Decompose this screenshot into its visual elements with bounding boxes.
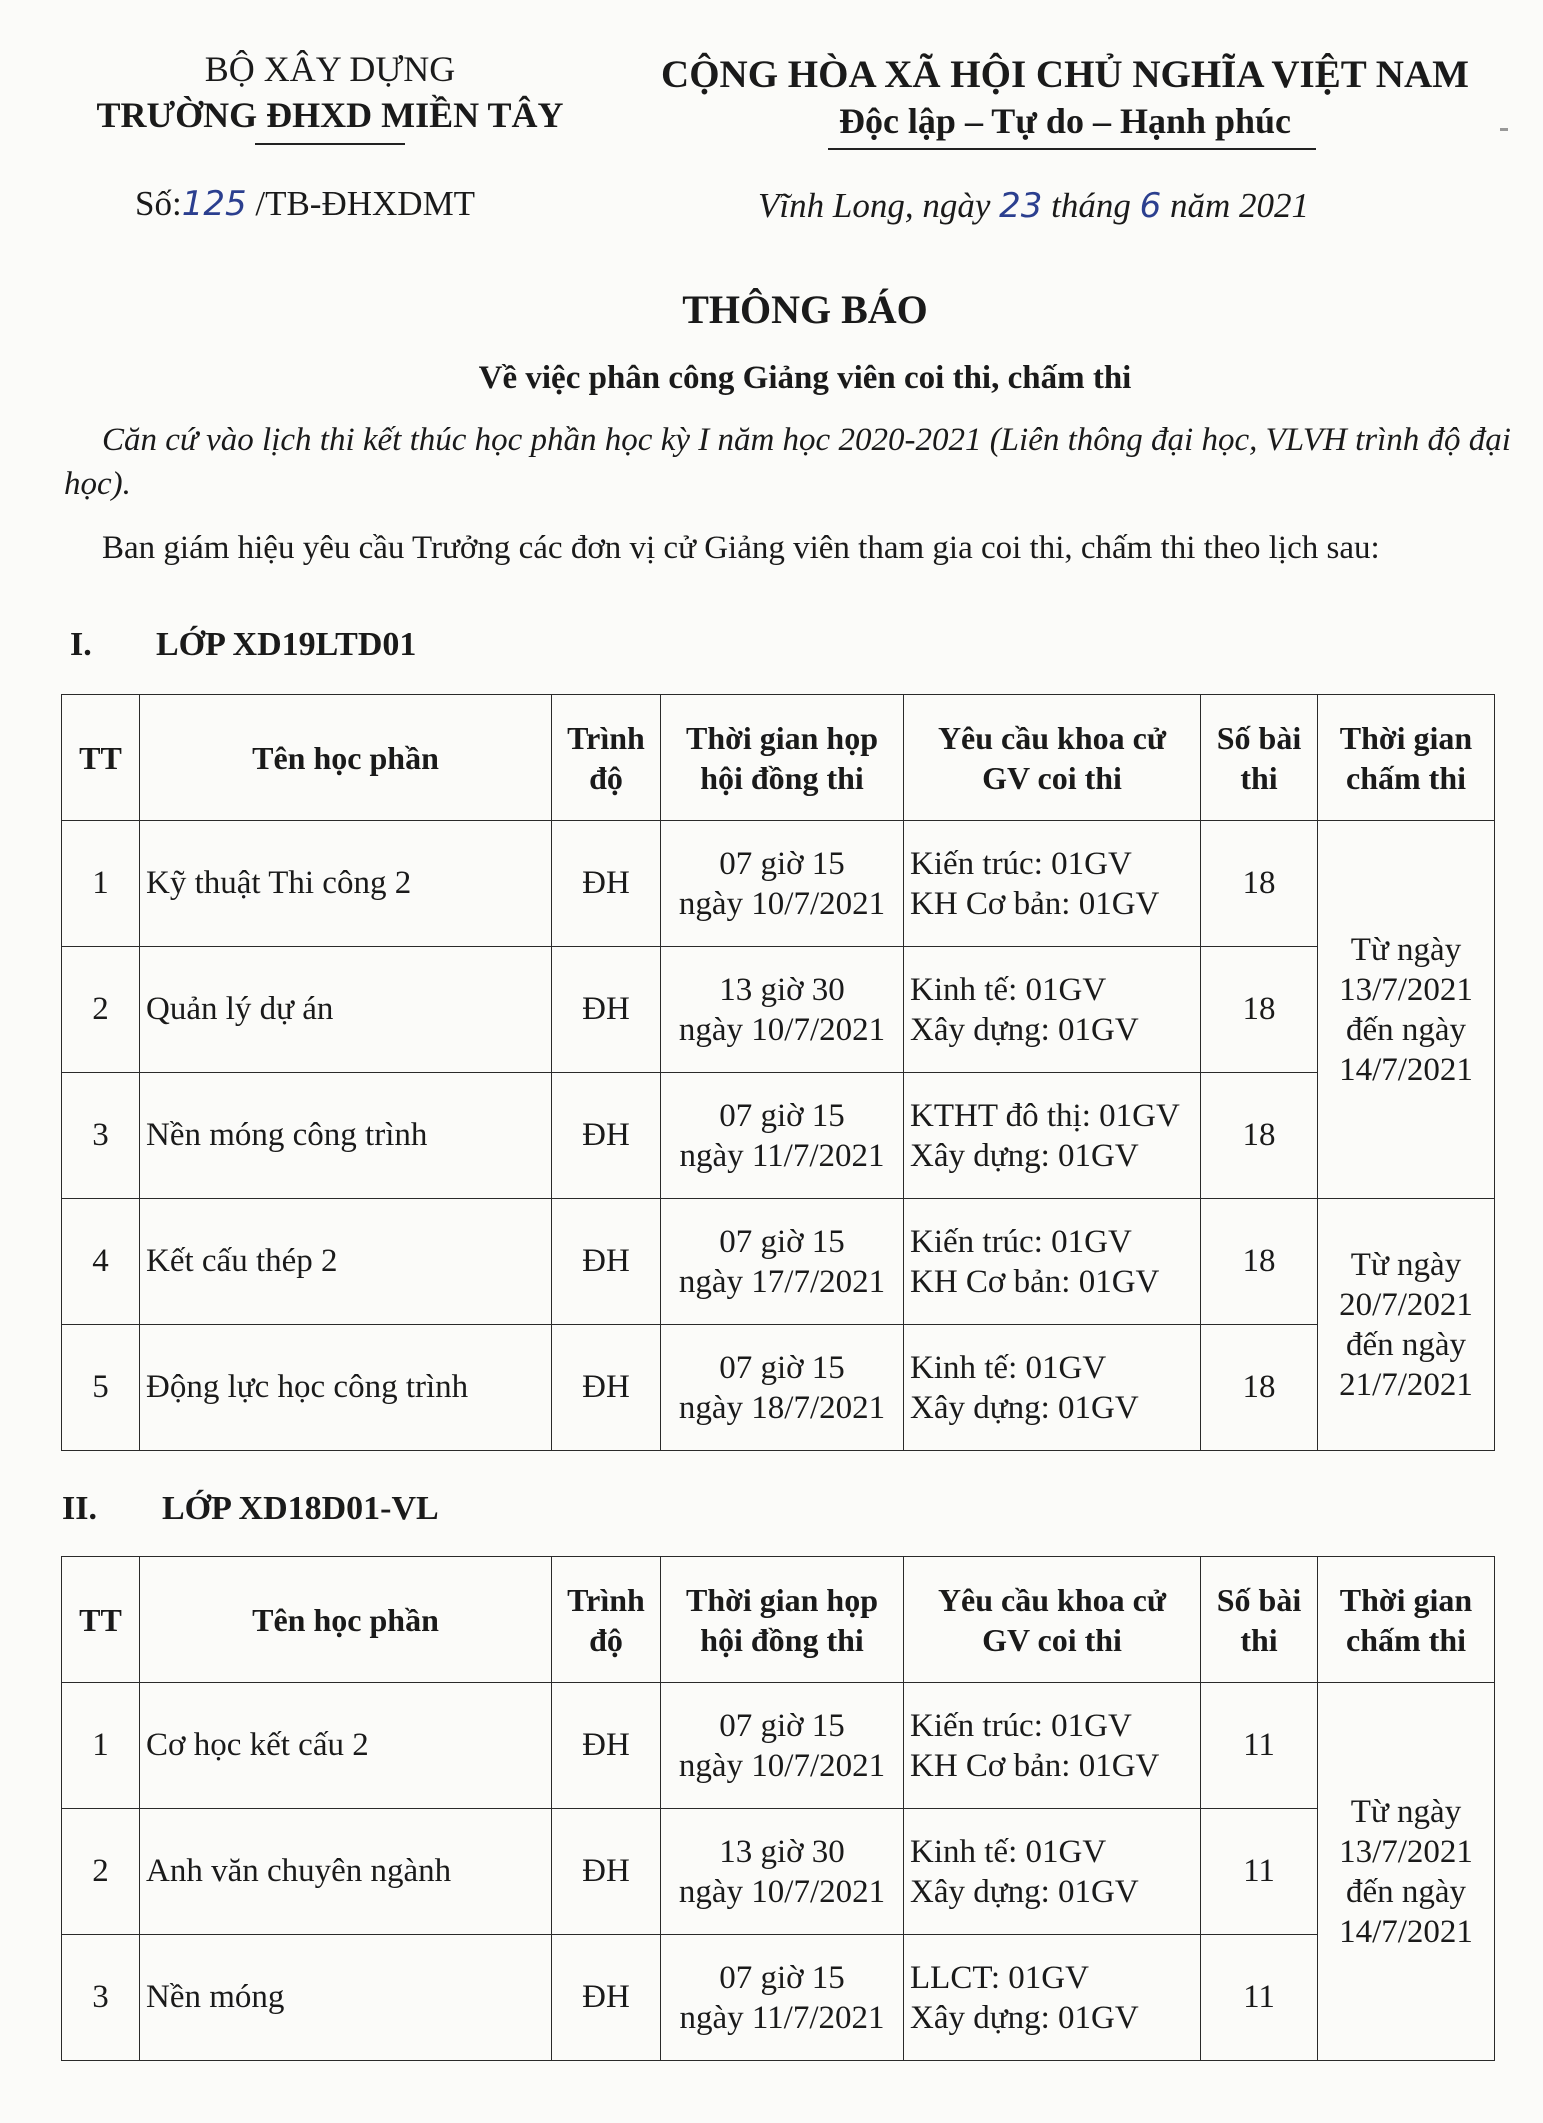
row-meeting-time: 07 giờ 15 ngày 17/7/2021: [661, 1199, 904, 1325]
doc-number-suffix: /TB-ĐHXDMT: [246, 184, 476, 223]
table-header-row: [62, 1557, 1495, 1683]
section-number: I.: [70, 626, 92, 663]
doc-number-prefix: Số:: [135, 184, 182, 223]
header-tt: TT: [62, 695, 140, 821]
row-requirement: LLCT: 01GV Xây dựng: 01GV: [904, 1935, 1201, 2061]
table-row: [62, 1199, 1495, 1325]
row-count: 18: [1201, 1325, 1318, 1451]
row-course: Cơ học kết cấu 2: [140, 1683, 552, 1809]
row-tt: 1: [62, 1683, 140, 1809]
table-row: [62, 947, 1495, 1073]
scan-mark: [1500, 128, 1508, 131]
year-text: năm 2021: [1170, 186, 1310, 225]
header-level: Trình độ: [552, 695, 661, 821]
document-number: [135, 184, 475, 224]
header-course: Tên học phần: [140, 1557, 552, 1683]
row-level: ĐH: [552, 1325, 661, 1451]
row-count: 18: [1201, 821, 1318, 947]
row-level: ĐH: [552, 1073, 661, 1199]
header-tt: TT: [62, 1557, 140, 1683]
row-tt: 3: [62, 1073, 140, 1199]
table-row: [62, 1325, 1495, 1451]
row-course: Quản lý dự án: [140, 947, 552, 1073]
school-name: TRƯỜNG ĐHXD MIỀN TÂY: [96, 95, 564, 135]
header-course: Tên học phần: [140, 695, 552, 821]
row-course: Nền móng: [140, 1935, 552, 2061]
grading-period: Từ ngày 20/7/2021 đến ngày 21/7/2021: [1318, 1199, 1495, 1451]
row-meeting-time: 07 giờ 15 ngày 10/7/2021: [661, 821, 904, 947]
table-row: [62, 821, 1495, 947]
row-course: Kết cấu thép 2: [140, 1199, 552, 1325]
schedule-table-2: [61, 1556, 1495, 2061]
header-meeting-time: Thời gian họp hội đồng thi: [661, 1557, 904, 1683]
section-title: LỚP XD18D01-VL: [162, 1490, 439, 1527]
row-count: 18: [1201, 1199, 1318, 1325]
row-course: Kỹ thuật Thi công 2: [140, 821, 552, 947]
row-meeting-time: 07 giờ 15 ngày 18/7/2021: [661, 1325, 904, 1451]
table-row: [62, 1935, 1495, 2061]
nation-name: CỘNG HÒA XÃ HỘI CHỦ NGHĨA VIỆT NAM: [661, 53, 1469, 96]
header-meeting-time: Thời gian họp hội đồng thi: [661, 695, 904, 821]
row-level: ĐH: [552, 1199, 661, 1325]
header-requirement: Yêu cầu khoa cử GV coi thi: [904, 1557, 1201, 1683]
table-row: [62, 1073, 1495, 1199]
month-text: tháng: [1051, 186, 1131, 225]
row-count: 18: [1201, 947, 1318, 1073]
table-row: [62, 1683, 1495, 1809]
row-count: 11: [1201, 1935, 1318, 2061]
document-title: THÔNG BÁO: [682, 287, 928, 332]
header-count: Số bài thi: [1201, 1557, 1318, 1683]
row-level: ĐH: [552, 1935, 661, 2061]
row-requirement: KTHT đô thị: 01GV Xây dựng: 01GV: [904, 1073, 1201, 1199]
row-level: ĐH: [552, 947, 661, 1073]
header-count: Số bài thi: [1201, 695, 1318, 821]
section-title: LỚP XD19LTD01: [156, 626, 417, 663]
row-level: ĐH: [552, 1809, 661, 1935]
basis-paragraph: Căn cứ vào lịch thi kết thúc học phần học kỳ I năm học 2020-2021 (Liên thông đại học, VLVH trình độ đại học).: [64, 422, 1511, 502]
school-underline: [255, 143, 405, 145]
row-level: ĐH: [552, 821, 661, 947]
row-meeting-time: 07 giờ 15 ngày 10/7/2021: [661, 1683, 904, 1809]
grading-period: Từ ngày 13/7/2021 đến ngày 14/7/2021: [1318, 1683, 1495, 2061]
row-requirement: Kinh tế: 01GV Xây dựng: 01GV: [904, 1809, 1201, 1935]
header-grading: Thời gian chấm thi: [1318, 695, 1495, 821]
row-count: 11: [1201, 1809, 1318, 1935]
row-meeting-time: 07 giờ 15 ngày 11/7/2021: [661, 1935, 904, 2061]
section-heading-1: [70, 626, 416, 664]
row-count: 11: [1201, 1683, 1318, 1809]
row-tt: 4: [62, 1199, 140, 1325]
row-count: 18: [1201, 1073, 1318, 1199]
row-tt: 2: [62, 1809, 140, 1935]
row-requirement: Kinh tế: 01GV Xây dựng: 01GV: [904, 1325, 1201, 1451]
row-requirement: Kinh tế: 01GV Xây dựng: 01GV: [904, 947, 1201, 1073]
header-grading: Thời gian chấm thi: [1318, 1557, 1495, 1683]
place-text: Vĩnh Long, ngày: [758, 186, 991, 225]
row-tt: 1: [62, 821, 140, 947]
ministry-name: BỘ XÂY DỰNG: [204, 49, 456, 89]
row-meeting-time: 13 giờ 30 ngày 10/7/2021: [661, 1809, 904, 1935]
national-motto: Độc lập – Tự do – Hạnh phúc: [838, 101, 1292, 141]
section-heading-2: [62, 1490, 439, 1528]
header-requirement: Yêu cầu khoa cử GV coi thi: [904, 695, 1201, 821]
grading-period: Từ ngày 13/7/2021 đến ngày 14/7/2021: [1318, 821, 1495, 1199]
table-header-row: [62, 695, 1495, 821]
row-level: ĐH: [552, 1683, 661, 1809]
row-requirement: Kiến trúc: 01GV KH Cơ bản: 01GV: [904, 1199, 1201, 1325]
doc-number-handwritten: 125: [181, 184, 247, 224]
schedule-table-1: [61, 694, 1495, 1451]
place-date: [758, 186, 1309, 226]
table-row: [62, 1809, 1495, 1935]
row-requirement: Kiến trúc: 01GV KH Cơ bản: 01GV: [904, 1683, 1201, 1809]
row-course: Anh văn chuyên ngành: [140, 1809, 552, 1935]
row-requirement: Kiến trúc: 01GV KH Cơ bản: 01GV: [904, 821, 1201, 947]
row-meeting-time: 13 giờ 30 ngày 10/7/2021: [661, 947, 904, 1073]
document-subtitle: Về việc phân công Giảng viên coi thi, chấm thi: [478, 360, 1132, 396]
request-paragraph: Ban giám hiệu yêu cầu Trưởng các đơn vị cử Giảng viên tham gia coi thi, chấm thi theo lịch sau:: [102, 530, 1380, 566]
header-level: Trình độ: [552, 1557, 661, 1683]
row-tt: 2: [62, 947, 140, 1073]
row-tt: 3: [62, 1935, 140, 2061]
date-day-handwritten: 23: [999, 186, 1043, 226]
row-tt: 5: [62, 1325, 140, 1451]
row-course: Nền móng công trình: [140, 1073, 552, 1199]
motto-underline: [828, 148, 1316, 150]
row-course: Động lực học công trình: [140, 1325, 552, 1451]
date-month-handwritten: 6: [1139, 186, 1162, 226]
section-number: II.: [62, 1490, 97, 1527]
row-meeting-time: 07 giờ 15 ngày 11/7/2021: [661, 1073, 904, 1199]
